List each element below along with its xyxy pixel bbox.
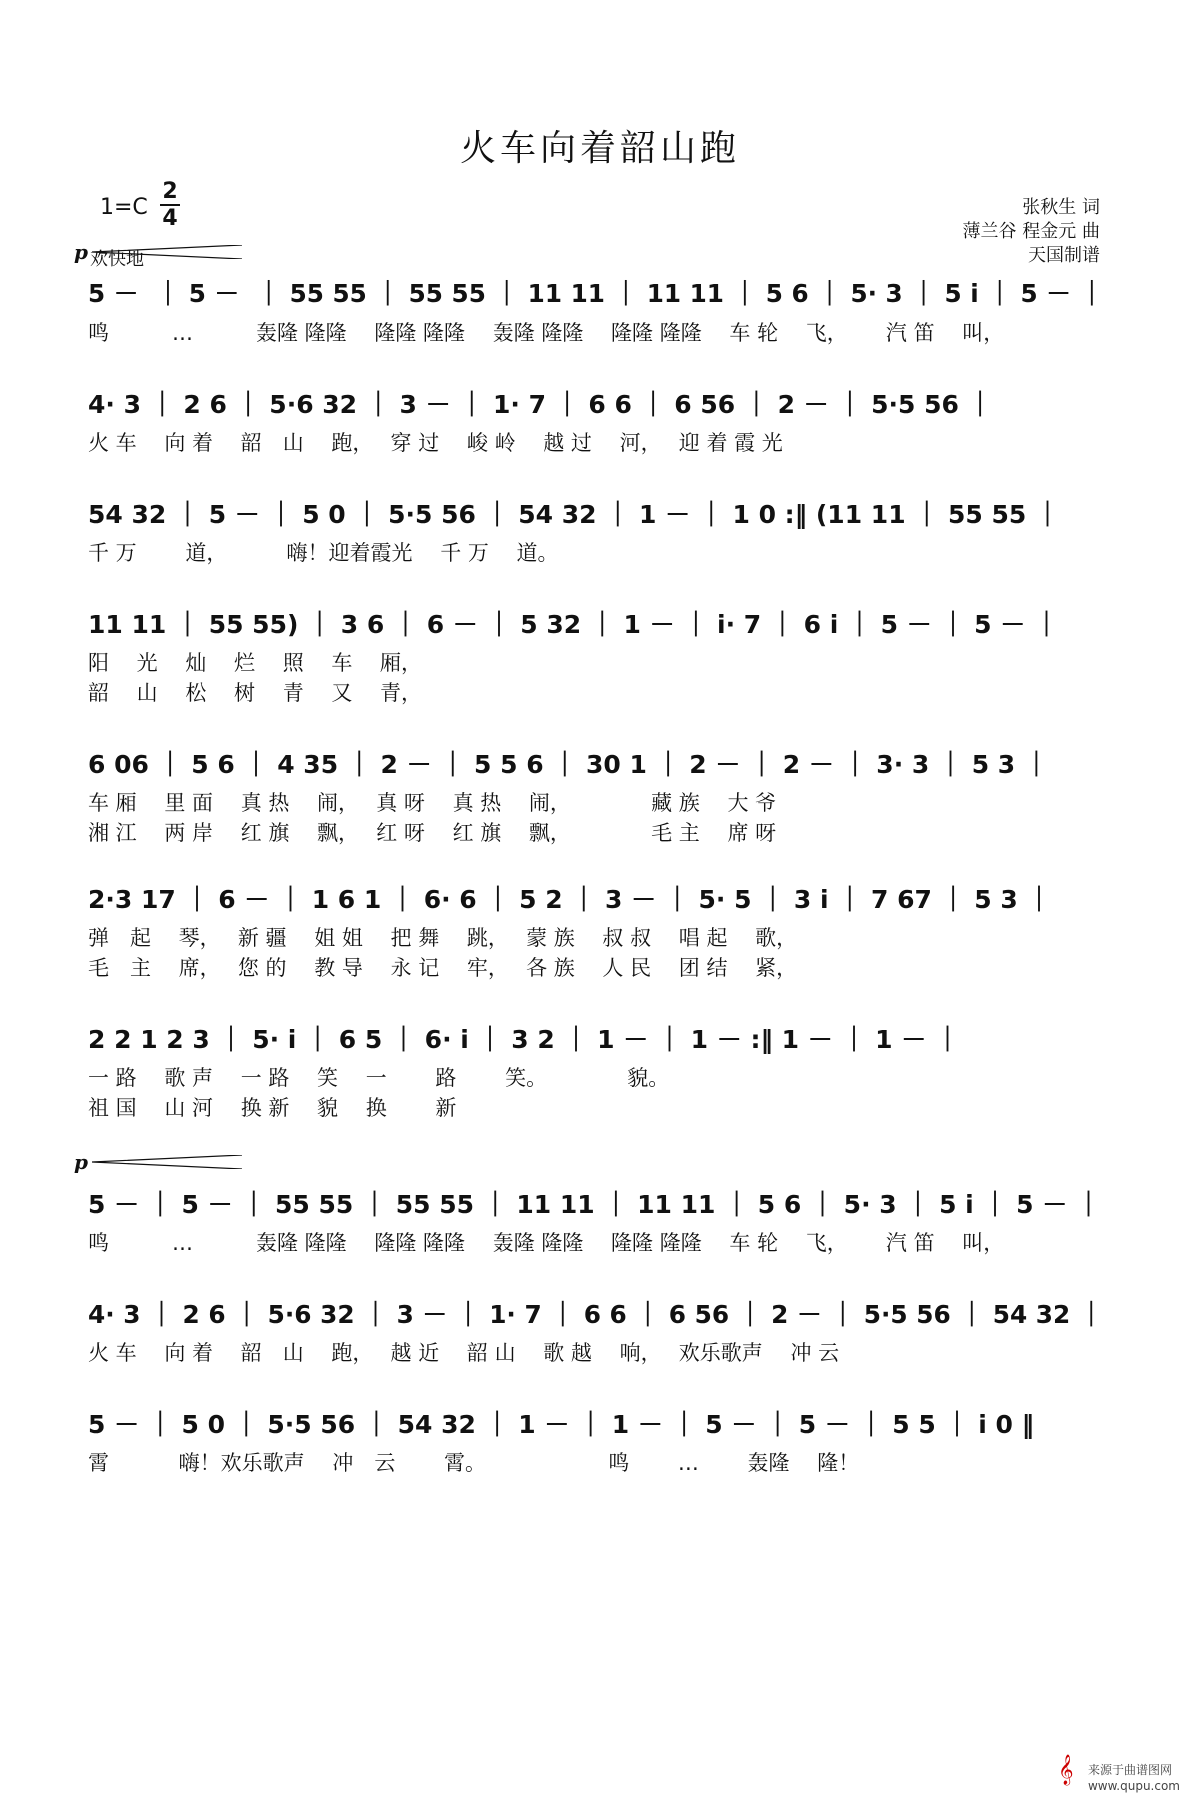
notes-line-2: 4· 3 ｜ 2 6 ｜ 5·6 32 ｜ 3 － ｜ 1· 7 ｜ 6 6 ｜ 6 56 ｜ 2 － ｜ 5·5 56 ｜ <box>88 390 993 419</box>
time-signature-bottom: 4 <box>162 206 178 231</box>
credits <box>963 196 1100 268</box>
lyrics-line-1-1: 鸣 … 轰隆 隆隆 隆隆 隆隆 轰隆 隆隆 隆隆 隆隆 车 轮 飞， 汽 笛 叫， <box>88 321 1005 345</box>
score-title: 火车向着韶山跑 <box>459 128 740 169</box>
lyrics-line-4-1: 阳 光 灿 烂 照 车 厢， <box>88 651 423 675</box>
lyrics-line-8-1: 鸣 … 轰隆 隆隆 隆隆 隆隆 轰隆 隆隆 隆隆 隆隆 车 轮 飞， 汽 笛 叫， <box>88 1231 1005 1255</box>
notes-line-9: 4· 3 ｜ 2 6 ｜ 5·6 32 ｜ 3 － ｜ 1· 7 ｜ 6 6 ｜ 6 56 ｜ 2 － ｜ 5·5 56 ｜ 54 32 ｜ <box>88 1300 1104 1329</box>
notes-line-7: 2 2 1 2 3 ｜ 5· i ｜ 6 5 ｜ 6· i ｜ 3 2 ｜ 1 － ｜ 1 － :‖ 1 － ｜ 1 － ｜ <box>88 1025 960 1054</box>
lyrics-line-3-1: 千 万 道， 嗨！迎着霞光 千 万 道。 <box>88 541 559 565</box>
lyrics-line-5-1: 车 厢 里 面 真 热 闹， 真 呀 真 热 闹， 藏 族 大 爷 <box>88 791 777 815</box>
key-signature: 1=C <box>100 195 148 220</box>
lyrics-line-7-1: 一 路 歌 声 一 路 笑 一 路 笑。 貌。 <box>88 1066 670 1090</box>
lyrics-line-2-1: 火 车 向 着 韶 山 跑， 穿 过 峻 岭 越 过 河， 迎 着 霞 光 <box>88 431 783 455</box>
lyrics-line-6-1: 弹 起 琴， 新 疆 姐 姐 把 舞 跳， 蒙 族 叔 叔 唱 起 歌， <box>88 926 798 950</box>
dynamic-piano-1: p <box>74 240 88 264</box>
dynamic-piano-2: p <box>74 1150 88 1174</box>
notes-line-4: 11 11 ｜ 55 55) ｜ 3 6 ｜ 6 － ｜ 5 32 ｜ 1 － ｜ i· 7 ｜ 6 i ｜ 5 － ｜ 5 － ｜ <box>88 610 1059 639</box>
treble-clef-icon: 𝄞 <box>1058 1755 1074 1785</box>
composer-credit: 薄兰谷 程金元 曲 <box>962 221 1100 242</box>
notes-line-3: 54 32 ｜ 5 － ｜ 5 0 ｜ 5·5 56 ｜ 54 32 ｜ 1 － ｜ 1 0 :‖ (11 11 ｜ 55 55 ｜ <box>88 500 1060 529</box>
transcriber-credit: 天国制谱 <box>1028 245 1100 266</box>
time-signature <box>160 180 180 230</box>
lyrics-line-10-1: 霄 嗨！欢乐歌声 冲 云 霄。 鸣 … 轰隆 隆！ <box>88 1451 860 1475</box>
watermark-line1: 来源于曲谱图网 <box>1087 1763 1172 1777</box>
lyrics-line-4-2: 韶 山 松 树 青 又 青， <box>88 681 423 705</box>
tempo-marking: 欢快地 <box>90 249 144 270</box>
lyricist-credit: 张秋生 词 <box>1022 197 1100 218</box>
lyrics-line-7-2: 祖 国 山 河 换 新 貌 换 新 <box>88 1096 457 1120</box>
lyrics-line-6-2: 毛 主 席， 您 的 教 导 永 记 牢， 各 族 人 民 团 结 紧， <box>88 956 798 980</box>
watermark <box>1058 1755 1180 1794</box>
notes-line-1: 5 － ｜ 5 － ｜ 55 55 ｜ 55 55 ｜ 11 11 ｜ 11 11 ｜ 5 6 ｜ 5· 3 ｜ 5 i ｜ 5 － ｜ <box>88 279 1105 308</box>
notes-line-8: 5 － ｜ 5 － ｜ 55 55 ｜ 55 55 ｜ 11 11 ｜ 11 11 ｜ 5 6 ｜ 5· 3 ｜ 5 i ｜ 5 － ｜ <box>88 1190 1101 1219</box>
lyrics-line-5-2: 湘 江 两 岸 红 旗 飘， 红 呀 红 旗 飘， 毛 主 席 呀 <box>88 821 777 845</box>
time-signature-top: 2 <box>162 179 178 204</box>
notes-line-10: 5 － ｜ 5 0 ｜ 5·5 56 ｜ 54 32 ｜ 1 － ｜ 1 － ｜ 5 － ｜ 5 － ｜ 5 5 ｜ i 0 ‖ <box>88 1410 1035 1439</box>
notes-line-5: 6 06 ｜ 5 6 ｜ 4 35 ｜ 2 － ｜ 5 5 6 ｜ 30 1 ｜ 2 － ｜ 2 － ｜ 3· 3 ｜ 5 3 ｜ <box>88 750 1049 779</box>
watermark-line2: www.qupu.com <box>1087 1779 1180 1793</box>
notes-line-6: 2·3 17 ｜ 6 － ｜ 1 6 1 ｜ 6· 6 ｜ 5 2 ｜ 3 － ｜ 5· 5 ｜ 3 i ｜ 7 67 ｜ 5 3 ｜ <box>88 885 1052 914</box>
decrescendo-hairpin-1 <box>92 245 242 259</box>
decrescendo-hairpin-2 <box>92 1155 242 1169</box>
lyrics-line-9-1: 火 车 向 着 韶 山 跑， 越 近 韶 山 歌 越 响， 欢乐歌声 冲 云 <box>88 1341 840 1365</box>
